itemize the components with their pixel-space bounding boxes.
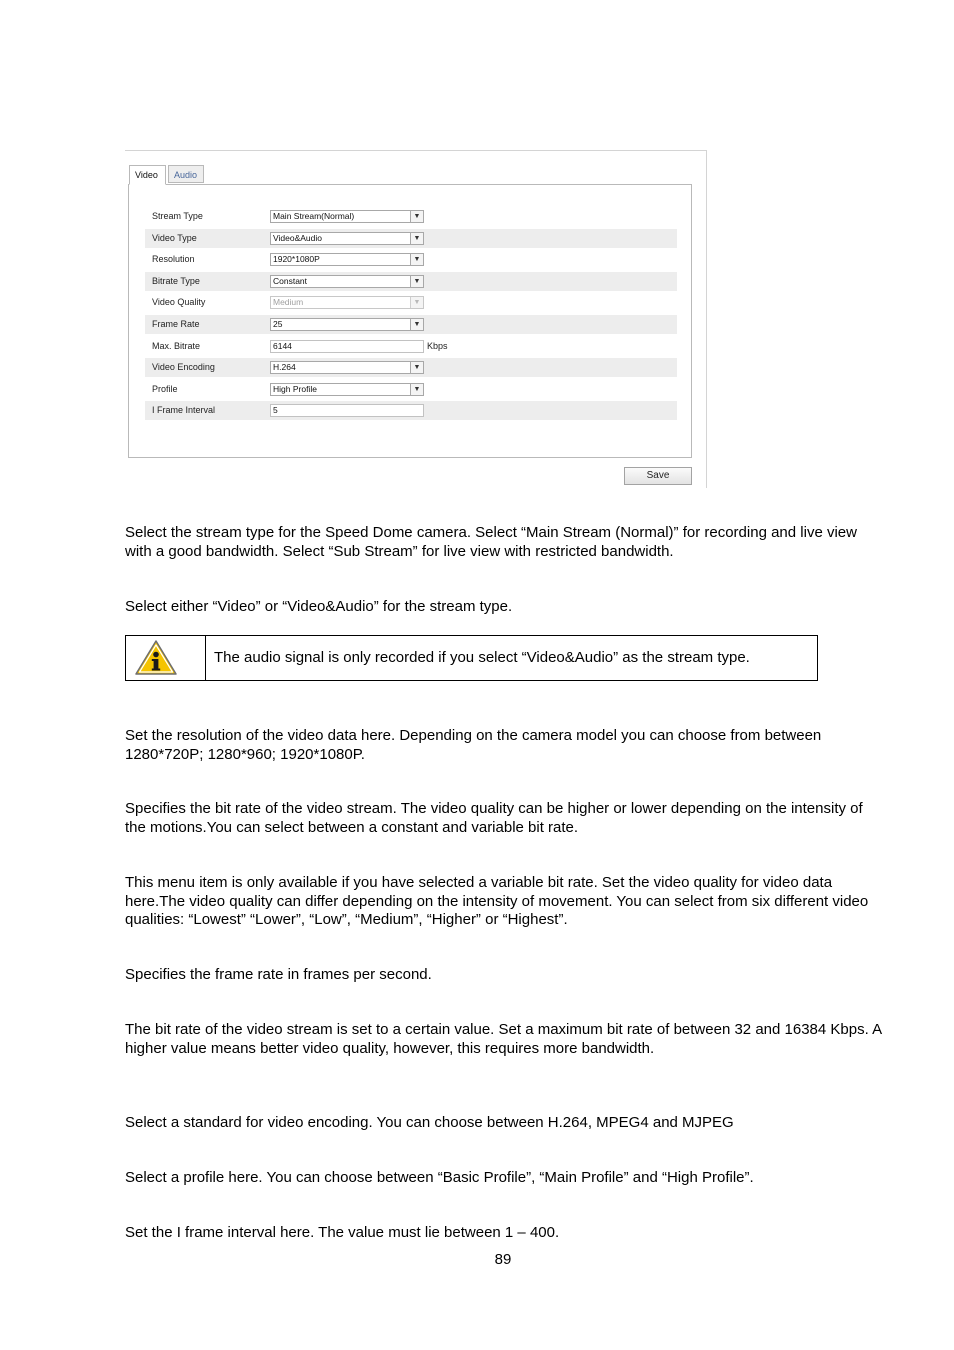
field-label: Frame Rate: [152, 319, 200, 329]
save-button[interactable]: Save: [624, 467, 692, 485]
field-label: Bitrate Type: [152, 275, 200, 286]
field-label: Profile: [152, 383, 178, 394]
row-max-bitrate: [145, 337, 677, 356]
select-value: 1920*1080P: [273, 254, 320, 265]
select-value: H.264: [273, 362, 296, 373]
input-value: 5: [273, 405, 278, 416]
field-label: Video Quality: [152, 297, 206, 308]
field-label: Video Type: [152, 232, 197, 243]
row-resolution: [145, 250, 677, 269]
note-text: The audio signal is only recorded if you select “Video&Audio” as the stream type.: [214, 649, 750, 666]
bitrate-unit: Kbps: [427, 340, 448, 351]
select-value: Video&Audio: [273, 232, 322, 243]
chevron-down-icon[interactable]: ▼: [410, 254, 423, 265]
iframe-interval-description: Set the I frame interval here. The value must lie between 1 – 400.: [125, 1224, 560, 1241]
row-video-quality: [145, 293, 677, 312]
resolution-description: Set the resolution of the video data here. Depending on the camera model you can choose from between 1280*720P; 1280*960; 1920*1080P.: [125, 727, 822, 763]
field-label: Max. Bitrate: [152, 340, 201, 351]
max-bitrate-description: The bit rate of the video stream is set to a certain value. Set a maximum bit rate of between 32 and 16384 Kbps. A higher value means better video quality, however, this requires more bandwidth.: [125, 1021, 882, 1057]
select-value: Constant: [273, 275, 308, 286]
chevron-down-icon[interactable]: ▼: [410, 384, 423, 395]
note-icon-cell: [126, 636, 206, 680]
resolution-select[interactable]: [270, 253, 424, 266]
video-settings-form: [128, 184, 692, 458]
frame-rate-select[interactable]: [270, 318, 424, 331]
field-label: I Frame Interval: [152, 405, 216, 416]
video-encoding-select[interactable]: [270, 361, 424, 374]
profile-select[interactable]: [270, 383, 424, 396]
input-value: 6144: [273, 340, 292, 351]
video-type-select[interactable]: [270, 232, 424, 245]
chevron-down-icon: ▼: [410, 297, 423, 308]
video-type-description: Select either “Video” or “Video&Audio” for the stream type.: [125, 598, 513, 615]
chevron-down-icon[interactable]: ▼: [410, 233, 423, 244]
select-value: High Profile: [273, 383, 317, 394]
stream-type-select[interactable]: [270, 210, 424, 223]
chevron-down-icon[interactable]: ▼: [410, 319, 423, 330]
max-bitrate-input[interactable]: [270, 340, 424, 353]
row-stream-type: [145, 207, 677, 226]
profile-description: Select a profile here. You can choose between “Basic Profile”, “Main Profile” and “High Profile”.: [125, 1169, 754, 1186]
chevron-down-icon[interactable]: ▼: [410, 362, 423, 373]
page-number: 89: [494, 1251, 512, 1268]
stream-type-description: Select the stream type for the Speed Dome camera. Select “Main Stream (Normal)” for recording and live view with a good bandwidth. Select “Sub Stream” for live view with restricted bandwidth.: [125, 524, 857, 560]
bitrate-type-description: Specifies the bit rate of the video stream. The video quality can be higher or lower depending on the intensity of the motions.You can select between a constant and variable bit rate.: [125, 800, 863, 836]
row-frame-rate: [145, 315, 677, 334]
warning-info-icon: [134, 639, 178, 677]
select-value: Main Stream(Normal): [273, 211, 355, 221]
tab-video[interactable]: Video: [129, 165, 166, 185]
note-box: [125, 635, 818, 681]
select-value: 25: [273, 319, 283, 329]
bitrate-type-select[interactable]: [270, 275, 424, 288]
tab-audio[interactable]: Audio: [168, 165, 204, 183]
row-profile: [145, 380, 677, 399]
row-video-encoding: [145, 358, 677, 377]
field-label: Stream Type: [152, 211, 203, 221]
iframe-interval-input[interactable]: [270, 404, 424, 417]
field-label: Resolution: [152, 254, 195, 265]
video-encoding-description: Select a standard for video encoding. You can choose between H.264, MPEG4 and MJPEG: [125, 1114, 734, 1131]
video-quality-description: This menu item is only available if you have selected a variable bit rate. Set the video quality for video data here.The video quality can differ depending on the intensity of movement. You can select from six different video qualities: “Lowest” “Lower”, “Low”, “Medium”, “Higher” or “Highest”.: [125, 874, 869, 928]
row-bitrate-type: [145, 272, 677, 291]
panel-top-border: [125, 150, 707, 151]
select-value: Medium: [273, 297, 304, 308]
panel-right-border: [706, 150, 707, 488]
field-label: Video Encoding: [152, 362, 215, 373]
row-iframe-interval: [145, 401, 677, 420]
row-video-type: [145, 229, 677, 248]
video-settings-panel: [125, 150, 707, 488]
video-quality-select: [270, 296, 424, 309]
chevron-down-icon[interactable]: ▼: [410, 276, 423, 287]
chevron-down-icon[interactable]: ▼: [410, 211, 423, 222]
frame-rate-description: Specifies the frame rate in frames per second.: [125, 966, 432, 983]
